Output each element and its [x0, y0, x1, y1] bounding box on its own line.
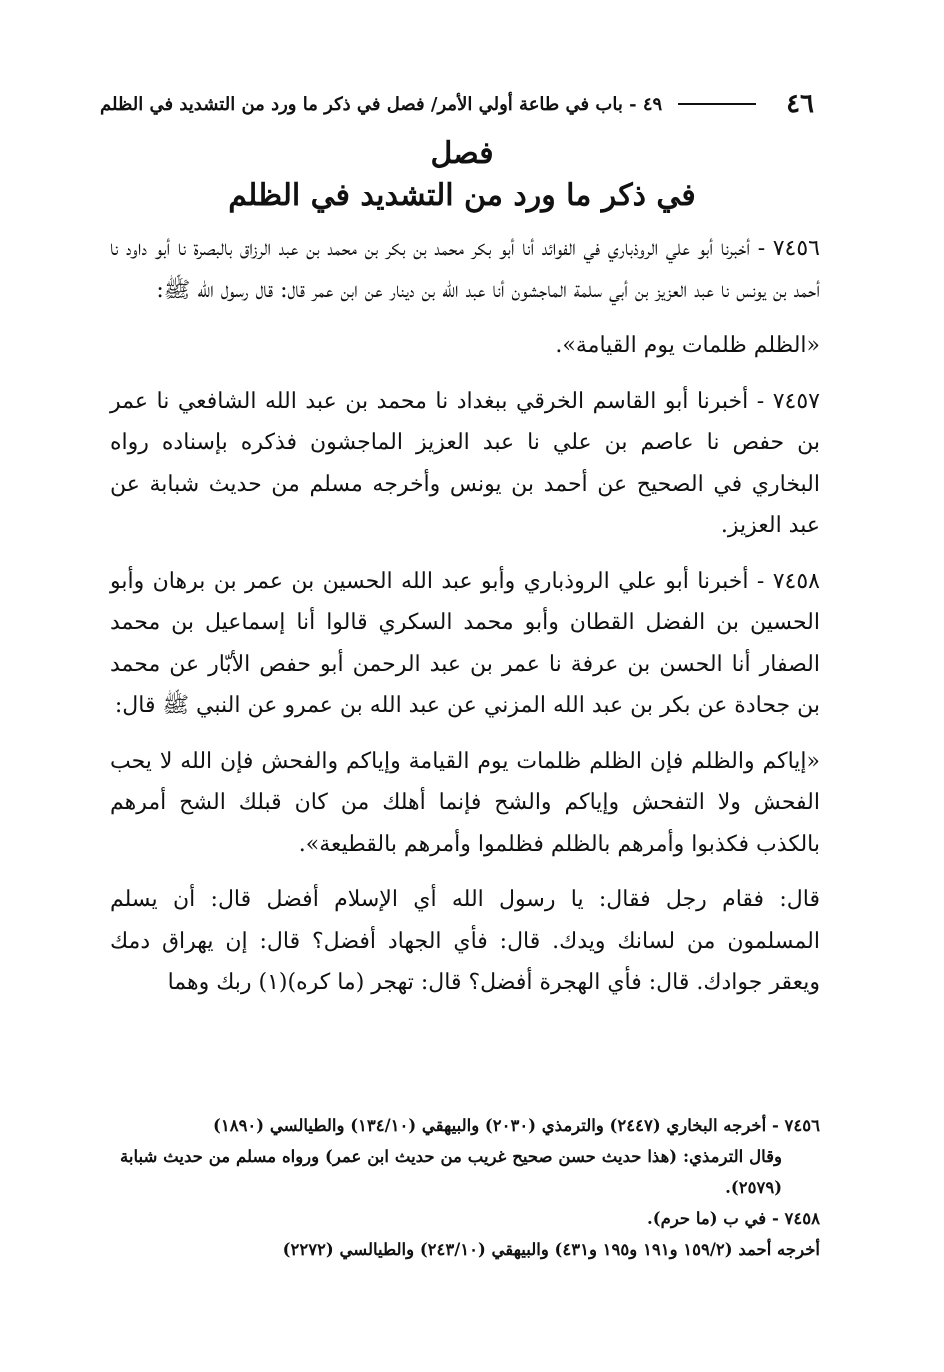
- hadith-7457: ٧٤٥٧ - أخبرنا أبو القاسم الخرقي ببغداد نا محمد بن عبد الله الشافعي نا عمر بن حفص نا عاصم بن علي نا عبد العزيز الماجشون فذكره بإسناده رواه البخاري في الصحيح عن أحمد بن يونس وأخرجه مسلم من حديث شبابة عن عبد العزيز.: [110, 388, 820, 538]
- main-text: [110, 228, 820, 1004]
- running-title: ٤٩ - باب في طاعة أولي الأمر/ فصل في ذكر ما ورد من التشديد في الظلم: [100, 93, 663, 115]
- section-title: في ذكر ما ورد من التشديد في الظلم: [228, 178, 696, 213]
- page-header: [100, 84, 814, 124]
- hadith-7456-text: «الظلم ظلمات يوم القيامة».: [555, 333, 820, 358]
- footnote-7456-note: وقال الترمذي: (هذا حديث حسن صحيح غريب من حديث ابن عمر) ورواه مسلم من حديث شبابة (٢٥٧٩).: [120, 1147, 783, 1197]
- hadith-7458-continuation: قال: فقام رجل فقال: يا رسول الله أي الإسلام أفضل قال: أن يسلم المسلمون من لسانك ويدك. قال: فأي الجهاد أفضل؟ قال: إن يهراق دمك ويعقر جوادك. قال: فأي الهجرة أفضل؟ قال: تهجر (ما كره)(١) ربك وهما: [110, 887, 820, 995]
- page-number: ٤٦: [786, 89, 814, 119]
- footnotes: [120, 1110, 820, 1265]
- footnote-7458: ٧٤٥٨ - في ب (ما حرم).: [647, 1209, 820, 1228]
- footnote-7456: ٧٤٥٦ - أخرجه البخاري (٢٤٤٧) والترمذي (٢٠٣٠) والبيهقي (١٣٤/١٠) والطيالسي (١٨٩٠): [213, 1116, 820, 1135]
- header-rule: [678, 103, 756, 105]
- section-heading: فصل: [430, 136, 494, 171]
- hadith-7456: ٧٤٥٦ - أخبرنا أبو علي الروذباري في الفوائد أنا أبو بكر محمد بن بكر بن محمد بن عبد الرزاق بالبصرة نا أبو داود نا أحمد بن يونس نا عبد العزيز بن أبي سلمة الماجشون أنا عبد الله بن دينار عن ابن عمر قال: قال رسول الله ﷺ:: [110, 236, 820, 303]
- footnote-7458-takhrij: أخرجه أحمد (١٥٩/٢ و١٩١ و١٩٥ و٤٣١) والبيهقي (٢٤٣/١٠) والطيالسي (٢٢٧٢): [282, 1240, 820, 1259]
- hadith-7458: ٧٤٥٨ - أخبرنا أبو علي الروذباري وأبو عبد الله الحسين بن عمر بن برهان وأبو الحسين بن الفضل القطان وأبو محمد السكري قالوا أنا إسماعيل بن محمد الصفار أنا الحسن بن عرفة نا عمر بن عبد الرحمن أبو حفص الأبّار عن محمد بن جحادة عن بكر بن عبد الله المزني عن عبد الله بن عمرو عن النبي ﷺ قال:: [110, 568, 820, 718]
- hadith-7458-text: «إياكم والظلم فإن الظلم ظلمات يوم القيامة وإياكم والفحش فإن الله لا يحب الفحش ولا التفحش وإياكم والشح فإنما أهلك من كان قبلك الشح أمرهم بالكذب فكذبوا وأمرهم بالظلم فظلموا وأمرهم بالقطيعة».: [110, 748, 820, 857]
